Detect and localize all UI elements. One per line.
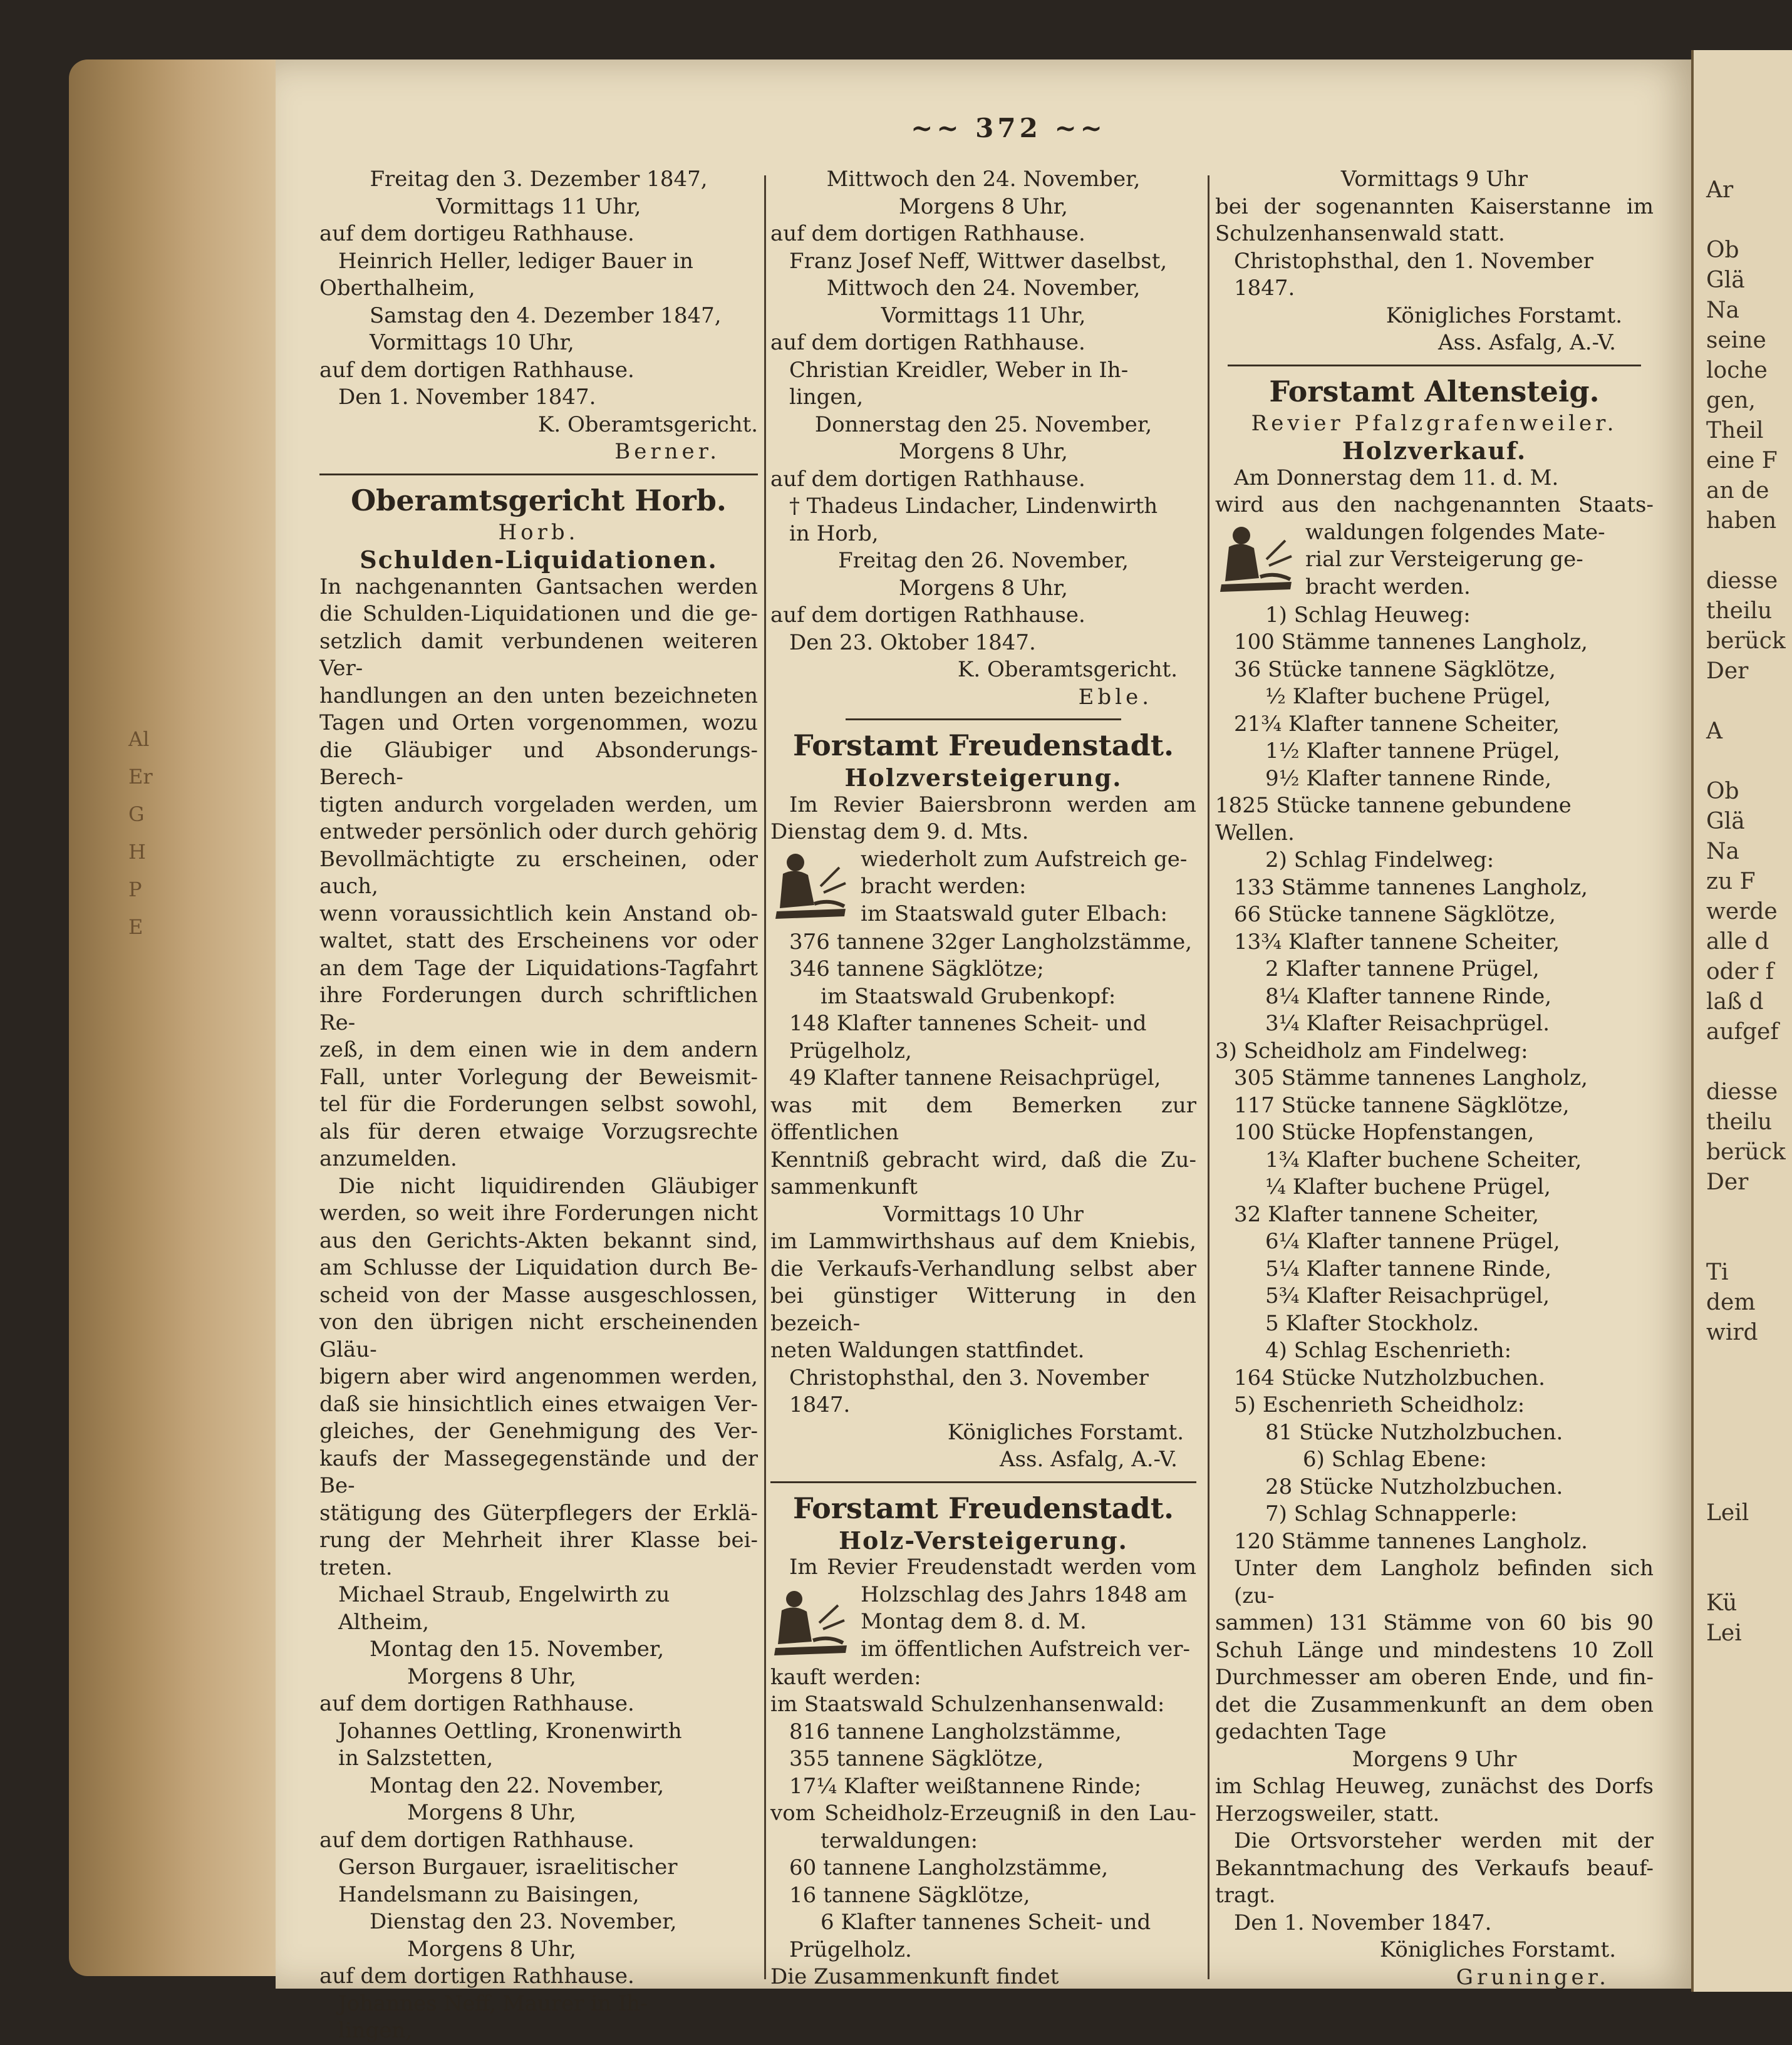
- text-line: Christophsthal, den 3. November 1847.: [789, 1365, 1149, 1417]
- place-line: Horb.: [498, 519, 579, 545]
- text-line: Königliches Forstamt.: [1379, 1937, 1616, 1962]
- text-line: 117 Stücke tannene Sägklötze,: [1234, 1092, 1570, 1118]
- text-line: auf dem dortigen Rathhause.: [770, 603, 1085, 628]
- item-heading: 1) Schlag Heuweg:: [1265, 602, 1471, 628]
- text-line: 355 tannene Sägklötze,: [789, 1746, 1044, 1771]
- text-line: tragt.: [1215, 1883, 1276, 1908]
- text-line: scheid von der Masse ausgeschlossen,: [319, 1282, 758, 1308]
- text-line: aus den Gerichts-Akten bekannt sind,: [319, 1228, 758, 1253]
- ornament-right: ~~: [1041, 113, 1106, 143]
- text-line: 66 Stücke tannene Sägklötze,: [1234, 902, 1556, 927]
- text-line: K. Oberamtsgericht.: [537, 412, 758, 437]
- next-page-fragment: diesse: [1706, 568, 1778, 594]
- text-line: Morgens 8 Uhr,: [407, 1800, 576, 1825]
- text-line: Handelsmann zu Baisingen,: [338, 1882, 640, 1907]
- ornament-left: ~~: [911, 113, 976, 143]
- text-line: In nachgenannten Gantsachen werden: [319, 574, 758, 599]
- text-line: 164 Stücke Nutzholzbuchen.: [1234, 1365, 1545, 1390]
- text-line: Bevollmächtigte zu erscheinen, oder auch,: [319, 846, 758, 899]
- sliver-char: Er: [128, 765, 153, 789]
- text-line: auf dem dortigen Rathhause.: [770, 330, 1085, 355]
- text-line: 3¼ Klafter Reisachprügel.: [1265, 1011, 1550, 1036]
- text-line: Holzschlag des Jahrs 1848 am: [861, 1582, 1188, 1607]
- text-line: 816 tannene Langholzstämme,: [789, 1719, 1122, 1744]
- next-page-fragment: [1694, 1047, 1792, 1077]
- column-1: [319, 166, 758, 2045]
- next-page-fragment: gen,: [1706, 388, 1756, 413]
- text-line: Im Revier Freudenstadt werden vom: [789, 1555, 1196, 1580]
- text-line: Unter dem Langholz befinden sich (zu-: [1234, 1556, 1654, 1608]
- text-line: Bekanntmachung des Verkaufs beauf-: [1215, 1855, 1654, 1881]
- text-line: Herzogsweiler, statt.: [1215, 1801, 1440, 1826]
- text-line: anzumelden.: [319, 1146, 457, 1171]
- text-line: Prügelholz,: [789, 1038, 912, 1064]
- text-line: was mit dem Bemerken zur öffentlichen: [770, 1092, 1196, 1145]
- text-line: † Thadeus Lindacher, Lindenwirth: [789, 494, 1158, 519]
- next-page-fragment: [1694, 1228, 1792, 1258]
- column-rule-2: [1208, 175, 1209, 1979]
- text-line: Michael Straub, Engelwirth zu: [338, 1582, 670, 1607]
- next-page-fragment: diesse: [1706, 1079, 1778, 1105]
- text-line: bei der sogenannten Kaiserstanne im: [1215, 194, 1654, 219]
- text-line: Montag dem 8. d. M.: [861, 1609, 1087, 1634]
- text-line: rung der Mehrheit ihrer Klasse bei-: [319, 1528, 758, 1553]
- text-line: neten Waldungen stattfindet.: [770, 1338, 1085, 1363]
- next-page-fragment: Leil: [1706, 1500, 1749, 1526]
- text-line: Mittwoch den 24. November,: [826, 276, 1141, 301]
- next-page-fragment: [1694, 1408, 1792, 1438]
- text-line: Dienstag den 23. November,: [370, 1909, 677, 1934]
- text-line: 133 Stämme tannenes Langholz,: [1234, 874, 1588, 900]
- column-rule-1: [764, 175, 766, 1979]
- sliver-char: E: [128, 915, 143, 939]
- column-3: [1215, 166, 1654, 1991]
- text-line: K. Oberamtsgericht.: [957, 657, 1178, 682]
- text-line: bigern aber wird angenommen werden,: [319, 1364, 758, 1389]
- text-line: auf dem dortigen Rathhause.: [319, 1964, 634, 1989]
- text-line: Die Zusammenkunft findet: [770, 1964, 1059, 1989]
- text-line: kauft werden:: [770, 1664, 921, 1690]
- page-number: [877, 113, 1140, 143]
- next-page-fragment: Ar: [1706, 177, 1734, 203]
- text-line: handlungen an den unten bezeichneten: [319, 683, 758, 708]
- text-line: ½ Klafter buchene Prügel,: [1265, 684, 1551, 709]
- signature: Gruninger.: [1456, 1964, 1610, 1990]
- text-line: Königliches Forstamt.: [1385, 303, 1622, 328]
- next-page-fragment: theilu: [1706, 598, 1773, 624]
- sliver-char: Al: [128, 727, 150, 751]
- text-line: zeß, in dem einen wie in dem andern: [319, 1037, 758, 1062]
- text-line: im Staatswald Grubenkopf:: [821, 983, 1116, 1009]
- text-line: 81 Stücke Nutzholzbuchen.: [1265, 1419, 1563, 1445]
- next-page-fragment: [1694, 205, 1792, 236]
- text-line: sammen) 131 Stämme von 60 bis 90: [1215, 1610, 1654, 1635]
- text-line: 1825 Stücke tannene gebundene Wellen.: [1215, 793, 1572, 846]
- text-line: sammenkunft: [770, 1174, 918, 1199]
- woodcut-illustration: [770, 849, 852, 929]
- item-heading: 5) Eschenrieth Scheidholz:: [1234, 1392, 1525, 1417]
- revier-line: Revier Pfalzgrafenweiler.: [1251, 410, 1618, 436]
- text-line: Die nicht liquidirenden Gläubiger: [338, 1173, 758, 1199]
- text-line: Gerson Burgauer, israelitischer: [338, 1855, 678, 1880]
- text-line: Schuh Länge und mindestens 10 Zoll: [1215, 1637, 1654, 1663]
- text-line: bracht werden:: [861, 874, 1027, 899]
- section-divider: [1228, 365, 1641, 366]
- text-line: 8¼ Klafter tannene Rinde,: [1265, 983, 1552, 1009]
- text-line: Vormittags 9 Uhr: [1340, 167, 1528, 192]
- text-line: lingen,: [789, 385, 864, 410]
- next-page-fragment: loche: [1706, 358, 1768, 383]
- text-line: Tagen und Orten vorgenommen, wozu: [319, 710, 758, 735]
- text-line: 2 Klafter tannene Prügel,: [1265, 956, 1540, 981]
- text-line: 1¾ Klafter buchene Scheiter,: [1265, 1147, 1582, 1173]
- text-line: auf dem dortigen Rathhause.: [319, 357, 634, 383]
- text-line: wird aus den nachgenannten Staats-: [1215, 492, 1654, 517]
- text-line: tel für die Forderungen selbst sowohl,: [319, 1092, 758, 1117]
- section-heading: Forstamt Altensteig.: [1269, 374, 1600, 408]
- sliver-char: P: [128, 878, 142, 901]
- text-line: auf dem dortigen Rathhause.: [770, 466, 1085, 492]
- column-2: [770, 166, 1196, 1991]
- next-page-fragment: aufgef: [1706, 1019, 1779, 1045]
- section-heading: Oberamtsgericht Horb.: [351, 483, 727, 517]
- text-line: 17¼ Klafter weißtannene Rinde;: [789, 1773, 1142, 1799]
- signature: Ass. Asfalg, A.-V.: [1438, 330, 1616, 355]
- book-page-edges: [69, 60, 276, 1976]
- text-line: 13¾ Klafter tannene Scheiter,: [1234, 929, 1560, 955]
- text-line: tigten andurch vorgeladen werden, um: [319, 792, 758, 817]
- item-heading: 6) Schlag Ebene:: [1303, 1447, 1487, 1472]
- text-line: Morgens 8 Uhr,: [899, 575, 1068, 601]
- next-page-fragment: berück: [1706, 1139, 1786, 1165]
- text-line: terwaldungen:: [821, 1828, 978, 1853]
- section-divider: [770, 1481, 1196, 1483]
- next-page-fragment: Ti: [1706, 1260, 1729, 1285]
- text-line: am Schlusse der Liquidation durch Be-: [319, 1255, 758, 1280]
- next-page-fragment: Kü: [1706, 1590, 1738, 1616]
- section-divider: [319, 474, 758, 475]
- next-page-fragment: [1694, 1558, 1792, 1588]
- text-line: Den 1. November 1847.: [1234, 1910, 1492, 1935]
- next-page-fragment: alle d: [1706, 929, 1769, 955]
- item-heading: 2) Schlag Findelweg:: [1265, 847, 1494, 872]
- text-line: Johannes Oettling, Kronenwirth: [338, 1718, 682, 1744]
- text-line: im Staatswald guter Elbach:: [861, 901, 1168, 926]
- text-line: 9½ Klafter tannene Rinde,: [1265, 765, 1552, 791]
- text-line: Christian Kreidler, Weber in Ih-: [789, 357, 1129, 383]
- text-line: gedachten Tage: [1215, 1719, 1387, 1744]
- section-subheading: Holz-Versteigerung.: [839, 1526, 1128, 1555]
- text-line: 100 Stücke Hopfenstangen,: [1234, 1120, 1535, 1145]
- section-subheading: Schulden-Liquidationen.: [360, 546, 718, 574]
- next-page-fragment: Ob: [1706, 237, 1739, 263]
- sliver-char: G: [128, 802, 145, 826]
- next-page-fragment: werde: [1706, 899, 1778, 924]
- next-page-fragment: Lei: [1706, 1620, 1742, 1646]
- text-line: wiederholt zum Aufstreich ge-: [861, 846, 1188, 872]
- text-line: auf dem dortigeu Rathhause.: [319, 221, 634, 246]
- text-line: Die Ortsvorsteher werden mit der: [1234, 1828, 1654, 1853]
- text-line: det die Zusammenkunft an dem oben: [1215, 1692, 1654, 1717]
- previous-page-sliver: [128, 720, 153, 939]
- text-line: lingen,: [338, 2018, 413, 2043]
- text-line: Freitag den 26. November,: [838, 548, 1129, 573]
- next-page-fragment: Glä: [1706, 809, 1745, 834]
- text-line: kaufs der Massegegenstände und der Be-: [319, 1446, 758, 1498]
- text-line: 120 Stämme tannenes Langholz.: [1234, 1528, 1588, 1554]
- text-line: 28 Stücke Nutzholzbuchen.: [1265, 1474, 1563, 1499]
- text-line: 6¼ Klafter tannene Prügel,: [1265, 1229, 1560, 1254]
- text-line: Königliches Forstamt.: [947, 1419, 1184, 1445]
- next-page-fragment: eine F: [1706, 448, 1778, 474]
- text-line: ¼ Klafter buchene Prügel,: [1265, 1174, 1551, 1199]
- text-line: Christophsthal, den 1. November 1847.: [1234, 248, 1593, 301]
- text-line: 5¾ Klafter Reisachprügel,: [1265, 1283, 1550, 1308]
- next-page-fragment: wird: [1706, 1320, 1758, 1345]
- text-line: im Staatswald Schulzenhansenwald:: [770, 1692, 1165, 1717]
- text-line: 376 tannene 32ger Langholzstämme,: [789, 929, 1193, 955]
- text-line: bei günstiger Witterung in den bezeich-: [770, 1283, 1196, 1336]
- next-page-fragment: dem: [1706, 1290, 1756, 1315]
- text-line: Freitag den 3. Dezember 1847,: [370, 167, 708, 192]
- text-line: auf dem dortigen Rathhause.: [319, 1827, 634, 1853]
- text-line: von den übrigen nicht erscheinenden Gläu-: [319, 1310, 758, 1362]
- text-line: Vormittags 10 Uhr,: [370, 330, 574, 355]
- text-line: als für deren etwaige Vorzugsrechte: [319, 1119, 758, 1144]
- text-line: Durchmesser am oberen Ende, und fin-: [1215, 1665, 1654, 1690]
- text-line: die Schulden-Liquidationen und die ge-: [319, 601, 758, 626]
- text-line: Morgens 8 Uhr,: [407, 1664, 576, 1689]
- text-line: 100 Stämme tannenes Langholz,: [1234, 629, 1588, 655]
- text-line: Franz Josef Neff, Wittwer daselbst,: [789, 248, 1168, 274]
- woodcut-illustration: [770, 1584, 852, 1664]
- next-page-fragment: laß d: [1706, 989, 1764, 1015]
- text-line: gleiches, der Genehmigung des Ver-: [319, 1419, 758, 1444]
- text-line: 5¼ Klafter tannene Rinde,: [1265, 1256, 1552, 1281]
- text-line: Johannes Neff, Maurer in Ih-: [338, 1991, 648, 2016]
- text-line: 16 tannene Sägklötze,: [789, 1882, 1030, 1908]
- next-page-fragment: [1694, 536, 1792, 566]
- text-line: setzlich damit verbundenen weiteren Ver-: [319, 628, 758, 681]
- next-page-fragment: [1694, 1438, 1792, 1468]
- section-subheading: Holzversteigerung.: [844, 764, 1122, 792]
- text-line: Morgens 8 Uhr,: [407, 1936, 576, 1962]
- text-line: 32 Klafter tannene Scheiter,: [1234, 1201, 1540, 1227]
- next-page-fragment: Na: [1706, 298, 1739, 323]
- next-page-fragment: [1694, 1378, 1792, 1408]
- item-heading: 7) Schlag Schnapperle:: [1265, 1501, 1518, 1526]
- text-line: 1½ Klafter tannene Prügel,: [1265, 738, 1560, 764]
- text-line: auf dem dortigen Rathhause.: [770, 221, 1085, 246]
- section-heading: Forstamt Freudenstadt.: [793, 728, 1174, 762]
- text-line: in Salzstetten,: [338, 1746, 494, 1771]
- text-line: Vormittags 10 Uhr: [883, 1201, 1084, 1227]
- text-line: stätigung des Güterpflegers der Erklä-: [319, 1500, 758, 1526]
- next-page-fragment: Ob: [1706, 779, 1739, 804]
- text-line: 21¾ Klafter tannene Scheiter,: [1234, 711, 1560, 737]
- next-page-fragment: [1694, 1468, 1792, 1498]
- text-line: bracht werden.: [1305, 574, 1471, 599]
- text-line: wenn voraussichtlich kein Anstand ob-: [319, 901, 758, 926]
- text-line: Vormittags 11 Uhr,: [881, 303, 1086, 328]
- text-line: Montag den 15. November,: [370, 1637, 665, 1662]
- next-page-fragment: [1694, 1348, 1792, 1378]
- text-line: Fall, unter Vorlegung der Beweismit-: [319, 1064, 758, 1090]
- next-page-fragment: seine: [1706, 328, 1766, 353]
- text-line: 6 Klafter tannenes Scheit- und: [821, 1910, 1151, 1935]
- text-line: im öffentlichen Aufstreich ver-: [861, 1636, 1190, 1662]
- text-line: Im Revier Baiersbronn werden am: [789, 792, 1196, 817]
- woodcut-illustration: [1215, 522, 1297, 602]
- text-line: waltet, statt des Erscheinens vor oder: [319, 928, 758, 953]
- next-page-fragment: A: [1706, 718, 1722, 744]
- sliver-char: H: [128, 840, 146, 864]
- next-page-fragment: Der: [1706, 658, 1749, 684]
- text-line: Am Donnerstag dem 11. d. M.: [1234, 465, 1559, 490]
- next-page-fragment: Na: [1706, 839, 1739, 864]
- text-line: daß sie hinsichtlich eines etwaigen Ver-: [319, 1391, 758, 1417]
- next-page-fragment: [1694, 686, 1792, 717]
- text-line: Morgens 8 Uhr,: [899, 194, 1068, 219]
- next-page-fragment: [1694, 747, 1792, 777]
- text-line: 36 Stücke tannene Sägklötze,: [1234, 656, 1556, 682]
- text-line: Heinrich Heller, lediger Bauer in: [338, 248, 693, 274]
- text-line: auf dem dortigen Rathhause.: [319, 1691, 634, 1716]
- text-line: in Horb,: [789, 520, 879, 546]
- text-line: 49 Klafter tannene Reisachprügel,: [789, 1065, 1161, 1090]
- text-line: 148 Klafter tannenes Scheit- und: [789, 1011, 1147, 1036]
- text-line: Dienstag dem 9. d. Mts.: [770, 819, 1029, 844]
- text-line: Oberthalheim,: [319, 276, 475, 301]
- text-line: 60 tannene Langholzstämme,: [789, 1855, 1109, 1880]
- text-line: ihre Forderungen durch schriftlichen Re-: [319, 983, 758, 1035]
- text-line: Den 1. November 1847.: [338, 385, 596, 410]
- item-heading: 3) Scheidholz am Findelweg:: [1215, 1038, 1528, 1064]
- text-line: die Verkaufs-Verhandlung selbst aber: [770, 1256, 1196, 1281]
- text-line: Den 23. Oktober 1847.: [789, 629, 1036, 655]
- text-line: Samstag den 4. Dezember 1847,: [370, 303, 722, 328]
- next-page-fragment: theilu: [1706, 1109, 1773, 1135]
- signature: Berner.: [614, 439, 720, 464]
- text-line: vom Scheidholz-Erzeugniß in den Lau-: [770, 1801, 1196, 1826]
- next-page-fragment: zu F: [1706, 869, 1756, 894]
- text-line: die Gläubiger und Absonderungs-Berech-: [319, 737, 758, 790]
- text-line: Schulzenhansenwald statt.: [1215, 221, 1505, 246]
- signature: Eble.: [1078, 684, 1152, 710]
- next-page-fragment: haben: [1706, 508, 1777, 534]
- text-line: entweder persönlich oder durch gehörig: [319, 819, 758, 844]
- text-line: im Lammwirthshaus auf dem Kniebis,: [770, 1229, 1196, 1254]
- text-line: rial zur Versteigerung ge-: [1305, 547, 1583, 572]
- next-page-fragment: Der: [1706, 1169, 1749, 1195]
- text-line: im Schlag Heuweg, zunächst des Dorfs: [1215, 1774, 1654, 1799]
- signature: Ass. Asfalg, A.-V.: [1000, 1447, 1178, 1472]
- text-line: treten.: [319, 1555, 393, 1580]
- text-line: an dem Tage der Liquidations-Tagfahrt: [319, 955, 758, 981]
- text-line: Morgens 9 Uhr: [1352, 1746, 1517, 1772]
- section-subheading: Holzverkauf.: [1342, 437, 1527, 465]
- text-line: Morgens 8 Uhr,: [899, 439, 1068, 464]
- text-line: 346 tannene Sägklötze;: [789, 956, 1044, 981]
- section-heading: Forstamt Freudenstadt.: [793, 1491, 1174, 1525]
- page-number-value: 372: [975, 113, 1042, 143]
- next-page-fragment: Glä: [1706, 267, 1745, 293]
- text-line: waldungen folgendes Mate-: [1305, 519, 1605, 545]
- text-line: werden, so weit ihre Forderungen nicht: [319, 1201, 758, 1226]
- next-page-fragment: an de: [1706, 478, 1769, 504]
- text-line: 305 Stämme tannenes Langholz,: [1234, 1065, 1588, 1090]
- section-divider: [846, 718, 1121, 720]
- text-line: Kenntniß gebracht wird, daß die Zu-: [770, 1147, 1196, 1173]
- next-page-fragment: Theil: [1706, 418, 1764, 443]
- next-page-fragment: [1694, 1198, 1792, 1228]
- next-page-sliver: [1691, 50, 1792, 1992]
- next-page-fragment: oder f: [1706, 959, 1774, 985]
- text-line: Vormittags 11 Uhr,: [436, 194, 641, 219]
- text-line: Montag den 22. November,: [370, 1773, 665, 1798]
- text-line: Prügelholz.: [789, 1937, 912, 1962]
- next-page-fragment: [1694, 1528, 1792, 1558]
- text-line: Donnerstag den 25. November,: [814, 412, 1152, 437]
- item-heading: 4) Schlag Eschenrieth:: [1265, 1338, 1512, 1363]
- text-line: Altheim,: [338, 1609, 430, 1635]
- text-line: Mittwoch den 24. November,: [826, 167, 1141, 192]
- next-page-fragment: berück: [1706, 628, 1786, 654]
- text-line: 5 Klafter Stockholz.: [1265, 1310, 1479, 1336]
